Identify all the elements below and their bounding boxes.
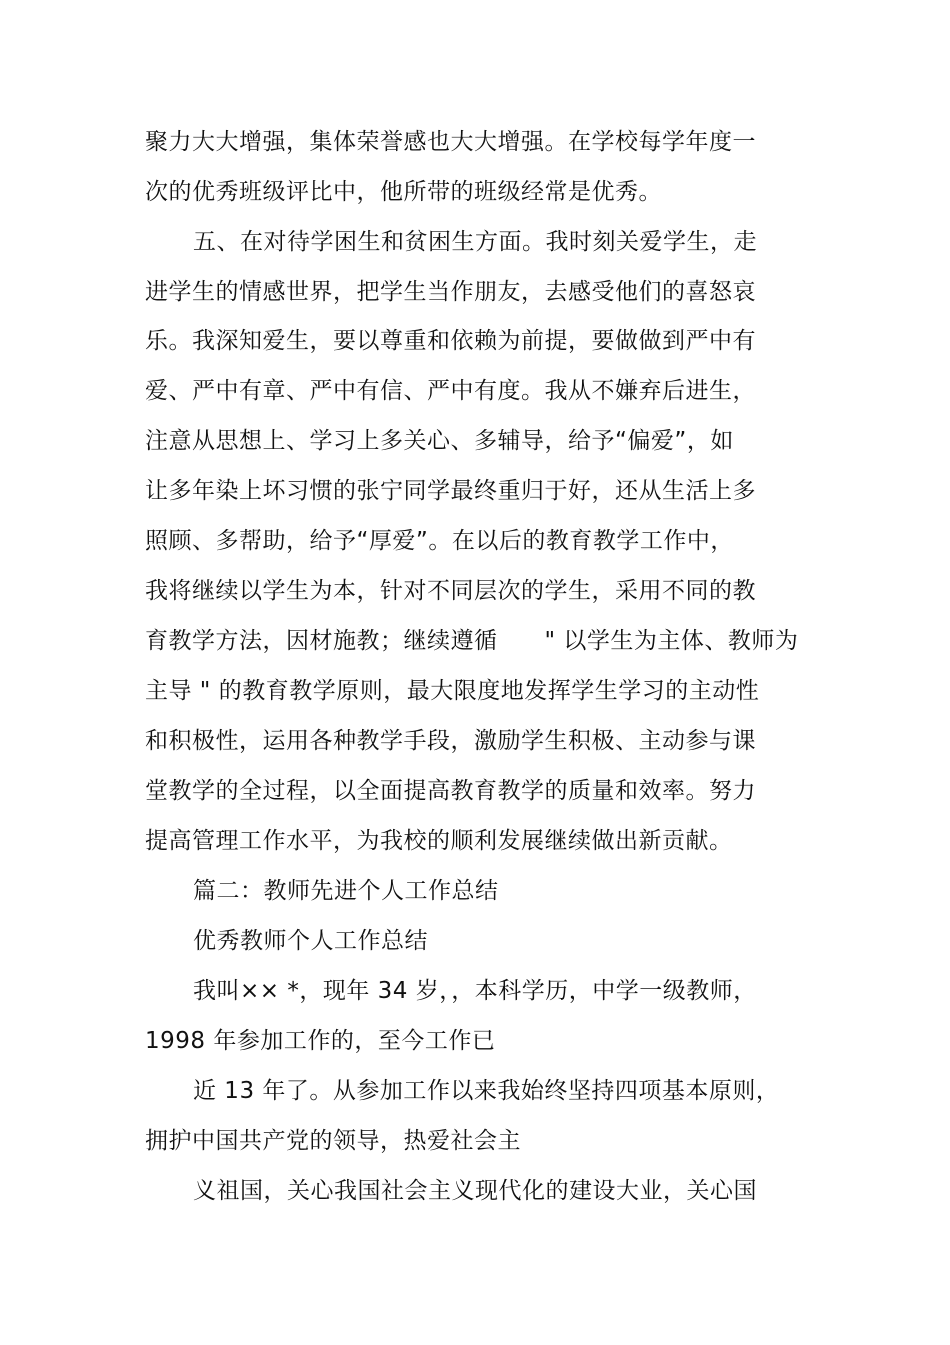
text-line: 拥护中国共产党的领导，热爱社会主 (145, 1128, 521, 1154)
text-line: 育教学方法，因材施教；继续遵循 " 以学生为主体、教师为 (145, 628, 799, 654)
paragraph-start-line: 我叫×× *，现年 34 岁，，本科学历，中学一级教师， (193, 978, 757, 1004)
text-line: 乐。我深知爱生，要以尊重和依赖为前提，要做做到严中有 (145, 328, 756, 354)
paragraph-start-line: 义祖国，关心我国社会主义现代化的建设大业，关心国 (193, 1178, 757, 1204)
text-line: 进学生的情感世界，把学生当作朋友，去感受他们的喜怒哀 (145, 279, 756, 305)
text-line: 次的优秀班级评比中，他所带的班级经常是优秀。 (145, 179, 662, 205)
text-line: 照顾、多帮助，给予“厚爱”。在以后的教育教学工作中， (145, 528, 734, 554)
text-line: 和积极性，运用各种教学手段，激励学生积极、主动参与课 (145, 728, 756, 754)
text-line: 提高管理工作水平，为我校的顺利发展继续做出新贡献。 (145, 828, 733, 854)
paragraph-start-line: 近 13 年了。从参加工作以来我始终坚持四项基本原则， (193, 1078, 780, 1104)
text-line: 让多年染上坏习惯的张宁同学最终重归于好，还从生活上多 (145, 478, 756, 504)
text-line: 堂教学的全过程，以全面提高教育教学的质量和效率。努力 (145, 778, 756, 804)
text-line: 爱、严中有章、严中有信、严中有度。我从不嫌弃后进生， (145, 378, 756, 404)
text-line: 聚力大大增强，集体荣誉感也大大增强。在学校每学年度一 (145, 129, 756, 155)
text-line: 1998 年参加工作的，至今工作已 (145, 1028, 496, 1054)
text-line: 注意从思想上、学习上多关心、多辅导，给予“偏爱”，如 (145, 428, 734, 454)
text-line: 主导 " 的教育教学原则，最大限度地发挥学生学习的主动性 (145, 678, 760, 704)
document-title: 优秀教师个人工作总结 (193, 928, 428, 954)
text-line: 我将继续以学生为本，针对不同层次的学生，采用不同的教 (145, 578, 756, 604)
section-heading: 篇二：教师先进个人工作总结 (193, 878, 499, 904)
paragraph-start-line: 五、在对待学困生和贫困生方面。我时刻关爱学生，走 (193, 229, 757, 255)
